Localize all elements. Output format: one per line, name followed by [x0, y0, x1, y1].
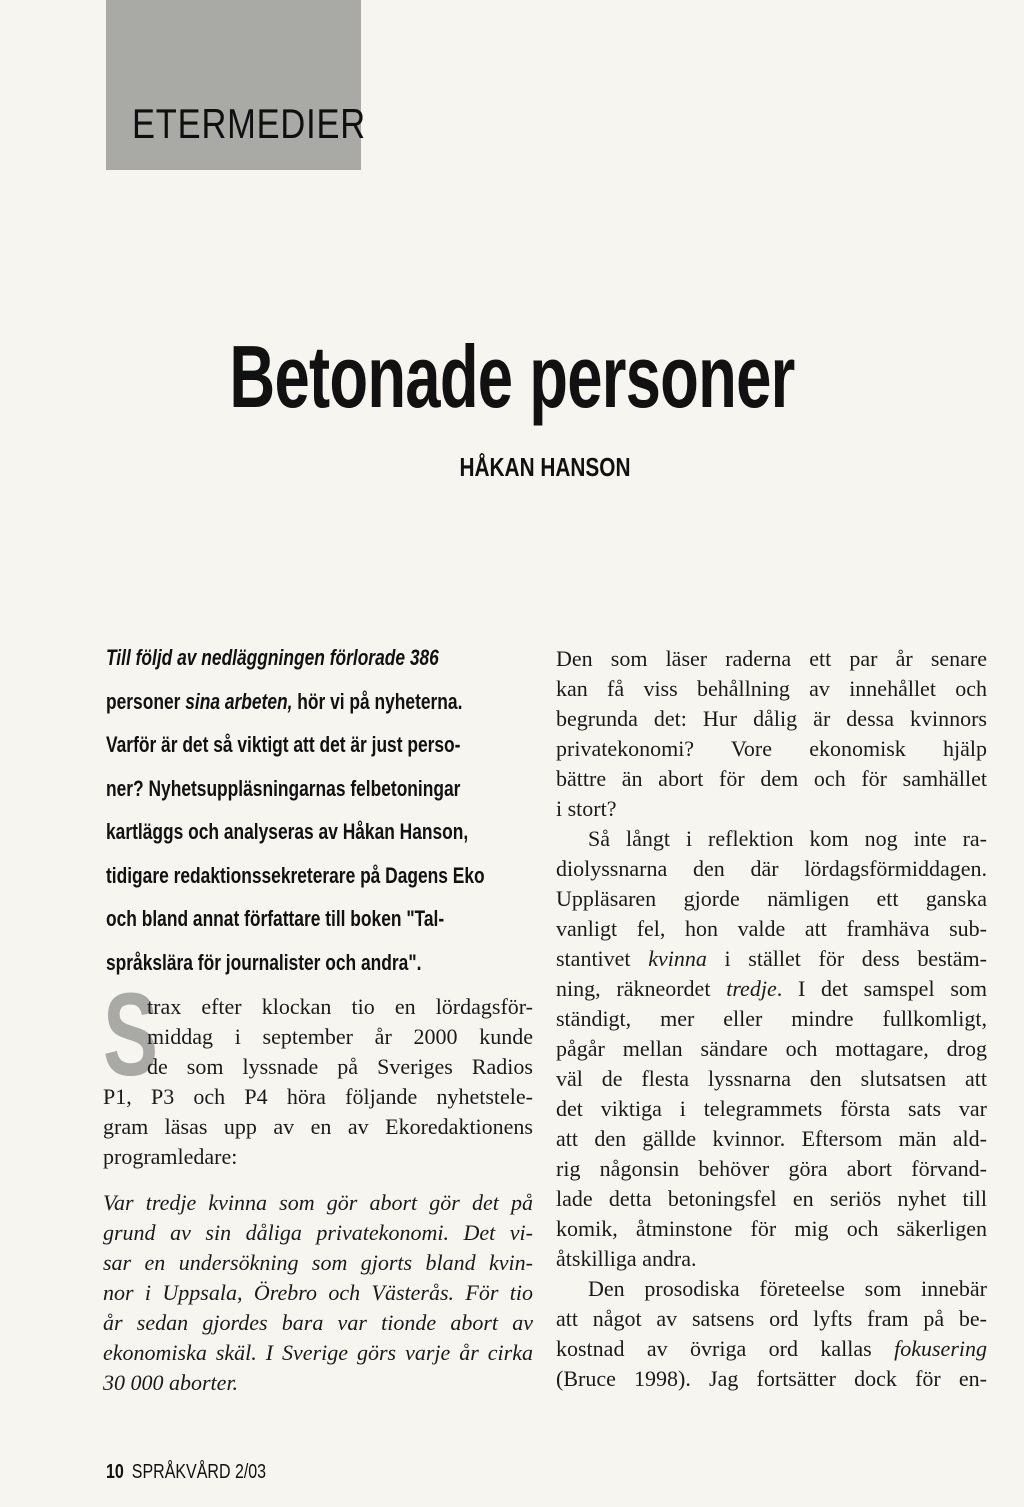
text-line: privatekonomi? Vore ekonomisk hjälp [556, 736, 987, 761]
ingress-line: kartläggs och analyseras av Håkan Hanson, [106, 819, 469, 844]
text-line: de som lyssnade på Sveriges Radios [147, 1054, 533, 1079]
quote-line: Var tredje kvinna som gör abort gör det på [103, 1190, 533, 1215]
ingress-line: och bland annat författare till boken "Tal- [106, 906, 445, 931]
quote-line: 30 000 aborter. [103, 1370, 239, 1395]
article-title: Betonade personer [229, 327, 795, 426]
text-line: ning, räkneordet tredje. I det samspel som [556, 976, 987, 1001]
text-line: begrunda det: Hur dålig är dessa kvinnors [556, 706, 987, 731]
text-line: att något av satsens ord lyfts fram på be- [556, 1306, 987, 1331]
quote-line: år sedan gjordes bara var tionde abort av [103, 1310, 533, 1335]
paragraph [556, 824, 987, 1274]
text-line: bättre än abort för dem och för samhället [556, 766, 987, 791]
text-line: gram läsas upp av en av Ekoredaktionens [103, 1114, 533, 1139]
text-line: P1, P3 och P4 höra följande nyhetstele- [103, 1084, 533, 1109]
paragraph [556, 1274, 987, 1394]
text-line: Uppläsaren gjorde nämligen ett ganska [556, 886, 987, 911]
text-line: kostnad av övriga ord kallas fokusering [556, 1336, 987, 1361]
text-line: middag i september år 2000 kunde [147, 1024, 533, 1049]
ingress-line: Till följd av nedläggningen förlorade 386 [106, 645, 439, 670]
quote-line: nor i Uppsala, Örebro och Västerås. För tio [103, 1280, 533, 1305]
text-line: lade detta betoningsfel en seriös nyhet till [556, 1186, 987, 1211]
text-line: att den gällde kvinnor. Eftersom män ald- [556, 1126, 987, 1151]
text-line: Så långt i reflektion kom nog inte ra- [588, 826, 987, 851]
page-number: 10 [106, 1461, 124, 1483]
section-label: ETERMEDIER [132, 100, 366, 147]
text-line: pågår mellan sändare och mottagare, drog [556, 1036, 987, 1061]
ingress-line: personer sina arbeten, hör vi på nyheterna. [106, 688, 463, 714]
quote-line: sar en undersökning som gjorts bland kvin- [103, 1250, 533, 1275]
magazine-issue: SPRÅKVÅRD 2/03 [131, 1461, 267, 1483]
drop-cap: S [103, 969, 159, 1101]
opening-paragraph [103, 992, 533, 1082]
text-line: Den prosodiska företeelse som innebär [588, 1276, 987, 1301]
ingress-line: språkslära för journalister och andra". [106, 949, 422, 975]
text-line: det viktiga i telegrammets första sats var [556, 1096, 987, 1121]
ingress-line: tidigare redaktionssekreterare på Dagens Eko [106, 862, 485, 888]
text-line: Den som läser raderna ett par år senare [556, 646, 987, 671]
ingress-line: Varför är det så viktigt att det är just perso- [106, 732, 461, 757]
text-line: ständigt, mer eller mindre fullkomligt, [556, 1006, 987, 1031]
section-tab [106, 0, 366, 170]
text-line: kan få viss behållning av innehållet och [556, 676, 987, 701]
text-line: vanligt fel, hon valde att framhäva sub- [556, 916, 987, 941]
ingress [106, 636, 517, 984]
page-footer [106, 1461, 266, 1484]
text-line: stantivet kvinna i stället för dess bestäm- [556, 946, 987, 971]
text-line: rig någonsin behöver göra abort förvand- [556, 1156, 987, 1181]
author-byline: HÅKAN HANSON [459, 452, 631, 482]
ingress-line: ner? Nyhetsuppläsningarnas felbetoningar [106, 775, 461, 801]
text-line: diolyssnarna den där lördagsförmiddagen. [556, 856, 987, 881]
text-line: i stort? [556, 796, 617, 821]
left-column [103, 969, 533, 1398]
text-line: programledare: [103, 1144, 238, 1169]
text-line: väl de flesta lyssnarna den slutsatsen att [556, 1066, 987, 1091]
text-line: åtskilliga andra. [556, 1246, 697, 1271]
paragraph [556, 644, 987, 824]
quote-line: grund av sin dåliga privatekonomi. Det vi- [103, 1220, 533, 1245]
text-line: (Bruce 1998). Jag fortsätter dock för en- [556, 1366, 987, 1391]
text-line: komik, åtminstone för mig och säkerligen [556, 1216, 987, 1241]
text-line: trax efter klockan tio en lördagsför- [147, 994, 533, 1019]
quoted-telegram [103, 1188, 533, 1398]
right-column [556, 644, 987, 1394]
quote-line: ekonomiska skäl. I Sverige görs varje år cirka [103, 1340, 533, 1365]
